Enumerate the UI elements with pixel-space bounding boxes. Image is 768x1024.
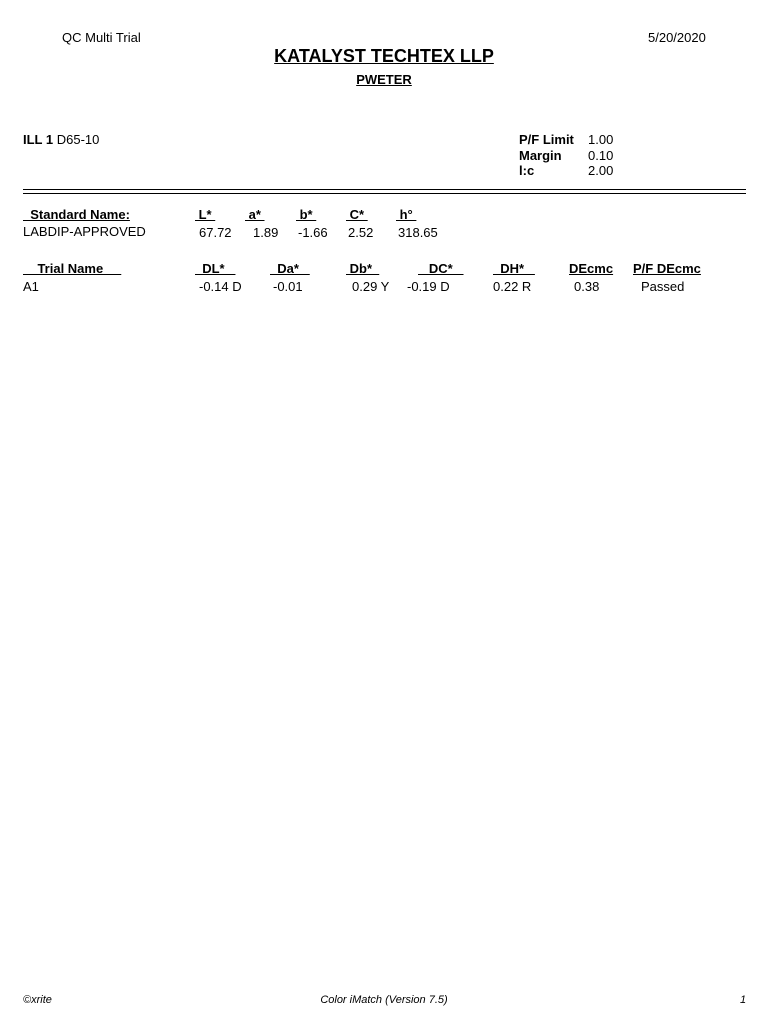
report-subtitle: PWETER [356,72,412,87]
dh-value: 0.22 R [493,279,532,294]
illuminant-label: ILL 1 [23,132,54,147]
l-star-value: 67.72 [199,225,232,240]
c-star-value: 2.52 [348,225,374,240]
c-star-header: C* [346,207,368,222]
footer-copyright: ©xrite [23,994,52,1006]
dh-header: DH* [493,261,535,276]
separator-rule-bottom [23,193,746,194]
dl-header: DL* [195,261,236,276]
footer-page-number: 1 [740,994,747,1006]
margin-label: Margin [519,148,562,163]
b-star-value: -1.66 [298,225,328,240]
b-star-header: b* [296,207,317,222]
lc-label: l:c [519,163,535,178]
report-date: 5/20/2020 [648,30,706,45]
pf-decmc-header: P/F DEcmc [633,261,701,276]
a-star-header: a* [245,207,265,222]
db-header: Db* [346,261,380,276]
separator-rule-top [23,189,746,190]
standard-name-value: LABDIP-APPROVED [23,224,146,239]
pf-limit-value: 1.00 [588,132,614,147]
illuminant-value: D65-10 [56,132,100,147]
dc-value: -0.19 D [407,279,450,294]
trial-name-header: Trial Name [23,261,122,276]
a-star-value: 1.89 [253,225,279,240]
pf-decmc-value: Passed [641,279,685,294]
hue-header: h° [396,207,417,222]
trial-name-value: A1 [23,279,39,294]
report-type: QC Multi Trial [62,30,141,45]
db-value: 0.29 Y [352,279,390,294]
decmc-value: 0.38 [574,279,600,294]
margin-value: 0.10 [588,148,614,163]
decmc-header: DEcmc [569,261,614,276]
da-value: -0.01 [273,279,303,294]
l-star-header: L* [195,207,216,222]
da-header: Da* [270,261,310,276]
illuminant-info [23,132,99,147]
lc-value: 2.00 [588,163,614,178]
standard-name-header: Standard Name: [23,207,130,222]
footer-software-version: Color iMatch (Version 7.5) [320,994,448,1006]
pf-limit-label: P/F Limit [519,132,574,147]
dc-header: DC* [418,261,464,276]
dl-value: -0.14 D [199,279,242,294]
company-name: KATALYST TECHTEX LLP [274,46,494,66]
hue-value: 318.65 [398,225,438,240]
